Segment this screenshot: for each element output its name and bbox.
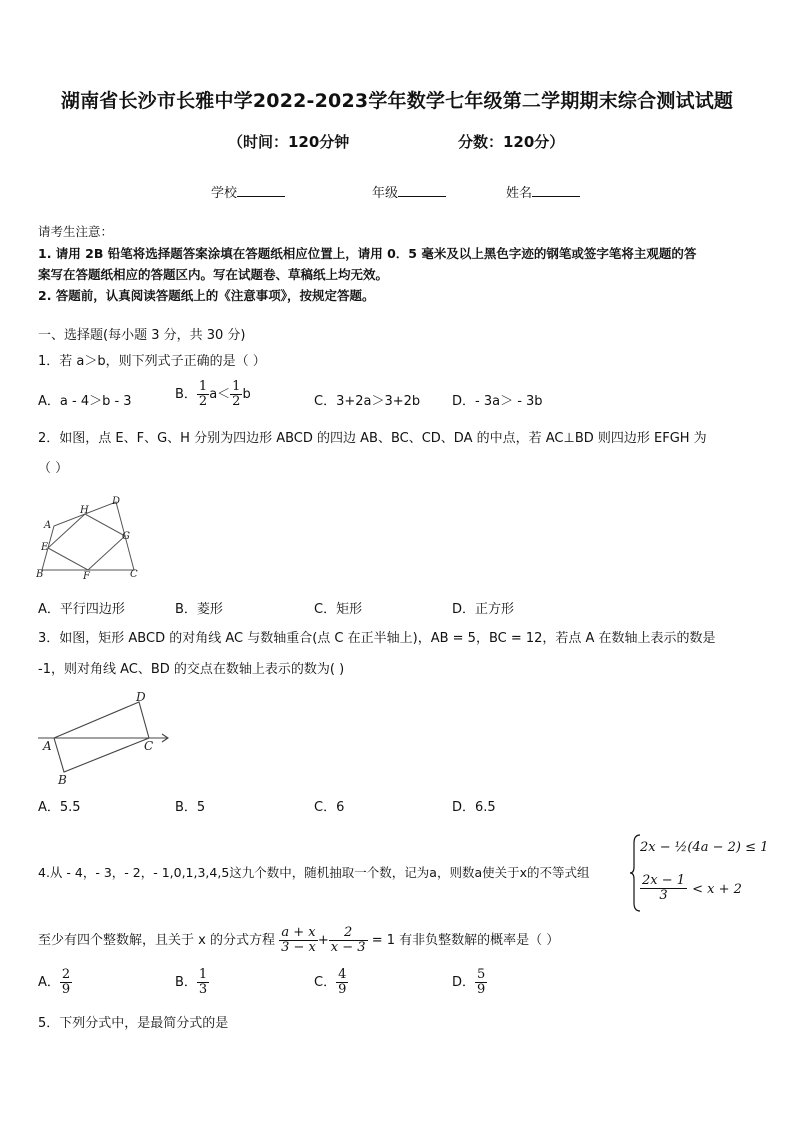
q4-eq-frac-2: $\frac{2}{x - 3}$ (330, 925, 366, 955)
notice-item-2: 2. 答题前，认真阅读答题纸上的《注意事项》，按规定答题。 (38, 288, 375, 303)
q2-quadrilateral-figure (36, 492, 146, 582)
q4-a-prefix: A． (38, 975, 60, 990)
notice-item-1-line-2: 案写在答题纸相应的答题区内。写在试题卷、草稿纸上均无效。 (38, 267, 389, 282)
label-a: A (44, 520, 52, 531)
label-b: B (58, 773, 67, 786)
q1-option-d[interactable]: D．- 3a＞ - 3b (452, 394, 543, 409)
school-label: 学校 (211, 186, 238, 201)
q3-option-b[interactable]: B．5 (175, 800, 206, 815)
q4-line2-pre: 至少有四个整数解，且关于 x 的分式方程 (38, 933, 275, 948)
q4-option-a[interactable] (38, 968, 72, 997)
school-blank[interactable] (237, 184, 285, 197)
q1-b-frac-2: $\frac{1}{2}$ (232, 379, 241, 409)
q4-b-prefix: B． (175, 975, 197, 990)
q2-paren: （ ） (38, 461, 69, 476)
page-title: 湖南省长沙市长雅中学2022-2023学年数学七年级第二学期期末综合测试试题 (60, 90, 734, 112)
q4-option-d[interactable] (452, 968, 487, 997)
label-c: C (130, 569, 138, 580)
school-field[interactable] (211, 182, 285, 201)
label-h: H (80, 505, 89, 516)
q1-option-a[interactable]: A．a - 4＞b - 3 (38, 394, 132, 409)
q3-rectangle-figure (36, 688, 176, 786)
q1-stem: 1．若 a＞b，则下列式子正确的是（ ） (38, 354, 266, 369)
exam-time: （时间：120分钟 (228, 133, 350, 151)
exam-score: 分数：120分） (458, 133, 565, 151)
q4-eq-frac-1: $\frac{a + x}{3 - x}$ (281, 925, 316, 955)
notice-heading: 请考生注意： (38, 224, 114, 239)
label-b: B (36, 569, 44, 580)
q4-inequality-2 (640, 874, 742, 903)
grade-blank[interactable] (398, 184, 446, 197)
q3-line-2: -1，则对角线 AC、BD 的交点在数轴上表示的数为( ) (38, 662, 345, 677)
q4-option-c[interactable] (314, 968, 348, 997)
q1-option-c[interactable]: C．3+2a＞3+2b (314, 394, 421, 409)
q1-b-prefix: B． (175, 387, 197, 402)
q4-c-frac: $\frac{4}{9}$ (338, 967, 347, 997)
label-d: D (112, 496, 121, 507)
q5-stem: 5．下列分式中，是最简分式的是 (38, 1016, 229, 1031)
q4-b-frac: $\frac{1}{3}$ (198, 967, 208, 997)
name-label: 姓名 (506, 186, 533, 201)
label-g: G (122, 531, 130, 542)
section-heading: 一、选择题(每小题 3 分，共 30 分) (38, 328, 246, 343)
q1-option-b[interactable] (175, 380, 251, 409)
label-e: E (41, 542, 49, 553)
label-c: C (144, 739, 154, 753)
quad-efgh (48, 514, 125, 570)
q1-b-tail: b (242, 387, 251, 402)
q4-eq-plus: + (317, 933, 329, 948)
q4-a-frac: $\frac{2}{9}$ (61, 967, 71, 997)
grade-label: 年级 (372, 186, 399, 201)
q4-ineq2-frac: $\frac{2x - 1}{3}$ (642, 873, 686, 903)
q1-b-mid: a＜ (209, 387, 231, 402)
q4-d-prefix: D． (452, 975, 476, 990)
q2-stem: 2．如图，点 E、F、G、H 分别为四边形 ABCD 的四边 AB、BC、CD、DA 的中点，若 AC⊥BD 则四边形 EFGH 为 (38, 431, 707, 446)
q4-inequality-1: 2x − ½(4a − 2) ≤ 1 (640, 840, 769, 855)
q4-stem: 4.从 - 4，- 3，- 2，- 1,0,1,3,4,5这九个数中，随机抽取一个数，记为a，则数a使关于x的不等式组 (38, 865, 590, 880)
q2-option-c[interactable]: C．矩形 (314, 602, 363, 617)
q4-option-b[interactable] (175, 968, 209, 997)
grade-field[interactable] (372, 182, 446, 201)
q3-option-a[interactable]: A．5.5 (38, 800, 81, 815)
q2-option-a[interactable]: A．平行四边形 (38, 602, 125, 617)
q2-option-b[interactable]: B．菱形 (175, 602, 223, 617)
q1-b-frac-1: $\frac{1}{2}$ (198, 379, 208, 409)
name-blank[interactable] (532, 184, 580, 197)
notice-item-1-line-1: 1. 请用 2B 铅笔将选择题答案涂填在答题纸相应位置上，请用 0．5 毫米及以上黑色字迹的钢笔或签字笔将主观题的答 (38, 246, 697, 261)
q2-option-d[interactable]: D．正方形 (452, 602, 515, 617)
q3-option-d[interactable]: D．6.5 (452, 800, 496, 815)
label-f: F (83, 571, 90, 582)
q4-d-frac: $\frac{5}{9}$ (477, 967, 486, 997)
label-a: A (43, 739, 52, 753)
q4-line2-post: = 1 有非负整数解的概率是（ ） (371, 933, 560, 948)
q4-ineq2-tail: < x + 2 (692, 882, 742, 897)
name-field[interactable] (506, 182, 580, 201)
q4-c-prefix: C． (314, 975, 337, 990)
label-d: D (136, 690, 146, 704)
rectangle-abcd (54, 702, 149, 772)
q3-line-1: 3．如图，矩形 ABCD 的对角线 AC 与数轴重合(点 C 在正半轴上)，AB = 5，BC = 12，若点 A 在数轴上表示的数是 (38, 631, 716, 646)
q4-line-2 (38, 926, 559, 955)
q3-option-c[interactable]: C．6 (314, 800, 345, 815)
